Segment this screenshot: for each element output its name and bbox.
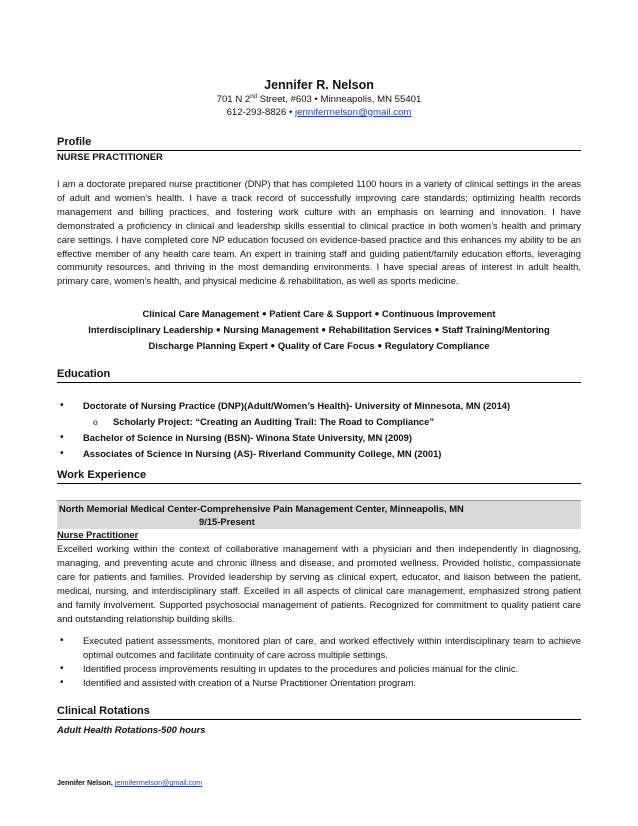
experience-bullets	[57, 634, 581, 690]
education-list	[57, 398, 581, 462]
address-rest: Street, #603 • Minneapolis, MN 55401	[256, 94, 422, 105]
list-item	[57, 446, 581, 462]
skill-separator-icon: ●	[215, 325, 221, 335]
list-item	[57, 398, 581, 414]
page-footer	[57, 778, 202, 787]
job-title: Nurse Practitioner	[57, 529, 139, 540]
degree-associates: Associates of Science in Nursing (AS)- Riverland Community College, MN (2001)	[83, 448, 442, 459]
skill-item: Rehabilitation Services	[328, 324, 432, 336]
profile-role: NURSE PRACTITIONER	[57, 151, 163, 162]
sub-bullet-icon: o	[93, 417, 98, 427]
degree-doctorate: Doctorate of Nursing Practice (DNP)(Adult/Women’s Health)- University of Minnesota, MN (2014)	[83, 400, 511, 411]
resume-page	[57, 0, 581, 826]
experience-section-title: Work Experience	[57, 469, 581, 484]
job-description: Excelled working within the context of collaborative management with a physician and then independently in diagnosing, managing, and preventing acute and chronic illness and disease, and promoted wellness. Provided holistic, compassionate care for patients and families. Provided leadership by serving as clinical expert, educator, and liaison between the patient, medical, nursing, and interdisciplinary staff. Excelled in all aspects of clinical care management, emphasized strong patient and family involvement. Supported psychosocial management of patients. Recognized for commitment to quality patient care and outstanding relationship building skills.	[57, 543, 581, 624]
skill-separator-icon: ●	[377, 341, 383, 351]
skill-item: Interdisciplinary Leadership	[88, 324, 214, 336]
achievement-text: Identified and assisted with creation of a Nurse Practitioner Orientation program.	[83, 676, 416, 688]
bullet-icon: •	[60, 400, 64, 411]
bullet-icon: •	[60, 432, 64, 443]
achievement-text: Identified process improvements resulting in updates to the procedures and policies manual for the clinic.	[83, 662, 519, 674]
address-street: 701 N 2	[216, 94, 251, 105]
address-suffix: nd	[250, 93, 257, 100]
bullet-icon: •	[60, 662, 64, 674]
employer-banner	[57, 500, 581, 529]
skill-separator-icon: ●	[270, 341, 276, 351]
skill-separator-icon: ●	[321, 325, 327, 335]
skill-item: Staff Training/Mentoring	[441, 324, 550, 336]
skills-row-3	[57, 338, 581, 354]
scholarly-project: Scholarly Project: “Creating an Auditing Trail: The Road to Compliance”	[113, 416, 435, 427]
skill-item: Clinical Care Management	[142, 308, 260, 319]
profile-summary: I am a doctorate prepared nurse practitioner (DNP) that has completed 1100 hours in a variety of clinical settings in the areas of adult and women’s health. I have a track record of successfully improving care standards; optimizing health records management and billing practices, and fostering work culture with an emphasis on learning and innovation. I have demonstrated a proficiency in clinical and leadership skills essential to clinical practice in both women’s health and primary care settings. I have completed core NP education focused on evidence-based practice and this enhances my ability to be an effective member of any health care team. An expert in training staff and guiding patient/family education efforts, leveraging community resources, and thriving in the most demanding environments. I have special areas of interest in adult health, primary care, women’s health, and physical medicine & rehabilitation, as well as sports medicine.	[57, 178, 581, 287]
clinical-section-title: Clinical Rotations	[57, 705, 581, 720]
skill-separator-icon: ●	[374, 309, 380, 318]
skill-item: Quality of Care Focus	[277, 340, 375, 352]
profile-section-title: Profile	[57, 136, 581, 151]
email-link[interactable]: jenniferrnelson@gmail.com	[295, 107, 412, 118]
skill-item: Patient Care & Support	[269, 308, 372, 319]
list-item	[57, 662, 581, 676]
list-item	[57, 676, 581, 690]
footer-name: Jennifer Nelson,	[57, 778, 115, 787]
list-item	[57, 430, 581, 446]
employer-name: North Memorial Medical Center-Comprehensive Pain Management Center, Minneapolis, MN	[59, 503, 464, 514]
skills-block	[57, 306, 581, 355]
resume-header	[57, 78, 581, 119]
achievement-text: Executed patient assessments, monitored plan of care, and worked effectively within interdisciplinary team to achieve optimal outcomes and facilitate continuity of care across multiple settings.	[83, 635, 581, 660]
phone-number: 612-293-8826 •	[226, 107, 296, 118]
bullet-icon: •	[60, 635, 64, 646]
employment-dates: 9/15-Present	[199, 516, 255, 527]
clinical-subtitle: Adult Health Rotations-500 hours	[57, 724, 206, 735]
candidate-name: Jennifer R. Nelson	[264, 78, 374, 92]
skills-row-1	[57, 306, 581, 322]
skill-separator-icon: ●	[261, 309, 267, 318]
skill-separator-icon: ●	[434, 325, 440, 335]
skill-item: Discharge Planning Expert	[148, 340, 268, 352]
list-item	[57, 634, 581, 662]
address-line	[57, 94, 581, 106]
contact-line	[57, 107, 581, 119]
education-section-title: Education	[57, 368, 581, 383]
bullet-icon: •	[60, 448, 64, 459]
degree-bachelor: Bachelor of Science in Nursing (BSN)- Winona State University, MN (2009)	[83, 432, 412, 443]
list-item	[57, 414, 581, 430]
bullet-icon: •	[60, 676, 64, 688]
footer-email-link[interactable]: jenniferrnelson@gmail.com	[114, 778, 203, 787]
skill-item: Regulatory Compliance	[384, 340, 490, 352]
skill-item: Continuous Improvement	[381, 308, 496, 319]
skill-item: Nursing Management	[223, 324, 319, 336]
skills-row-2	[57, 322, 581, 338]
